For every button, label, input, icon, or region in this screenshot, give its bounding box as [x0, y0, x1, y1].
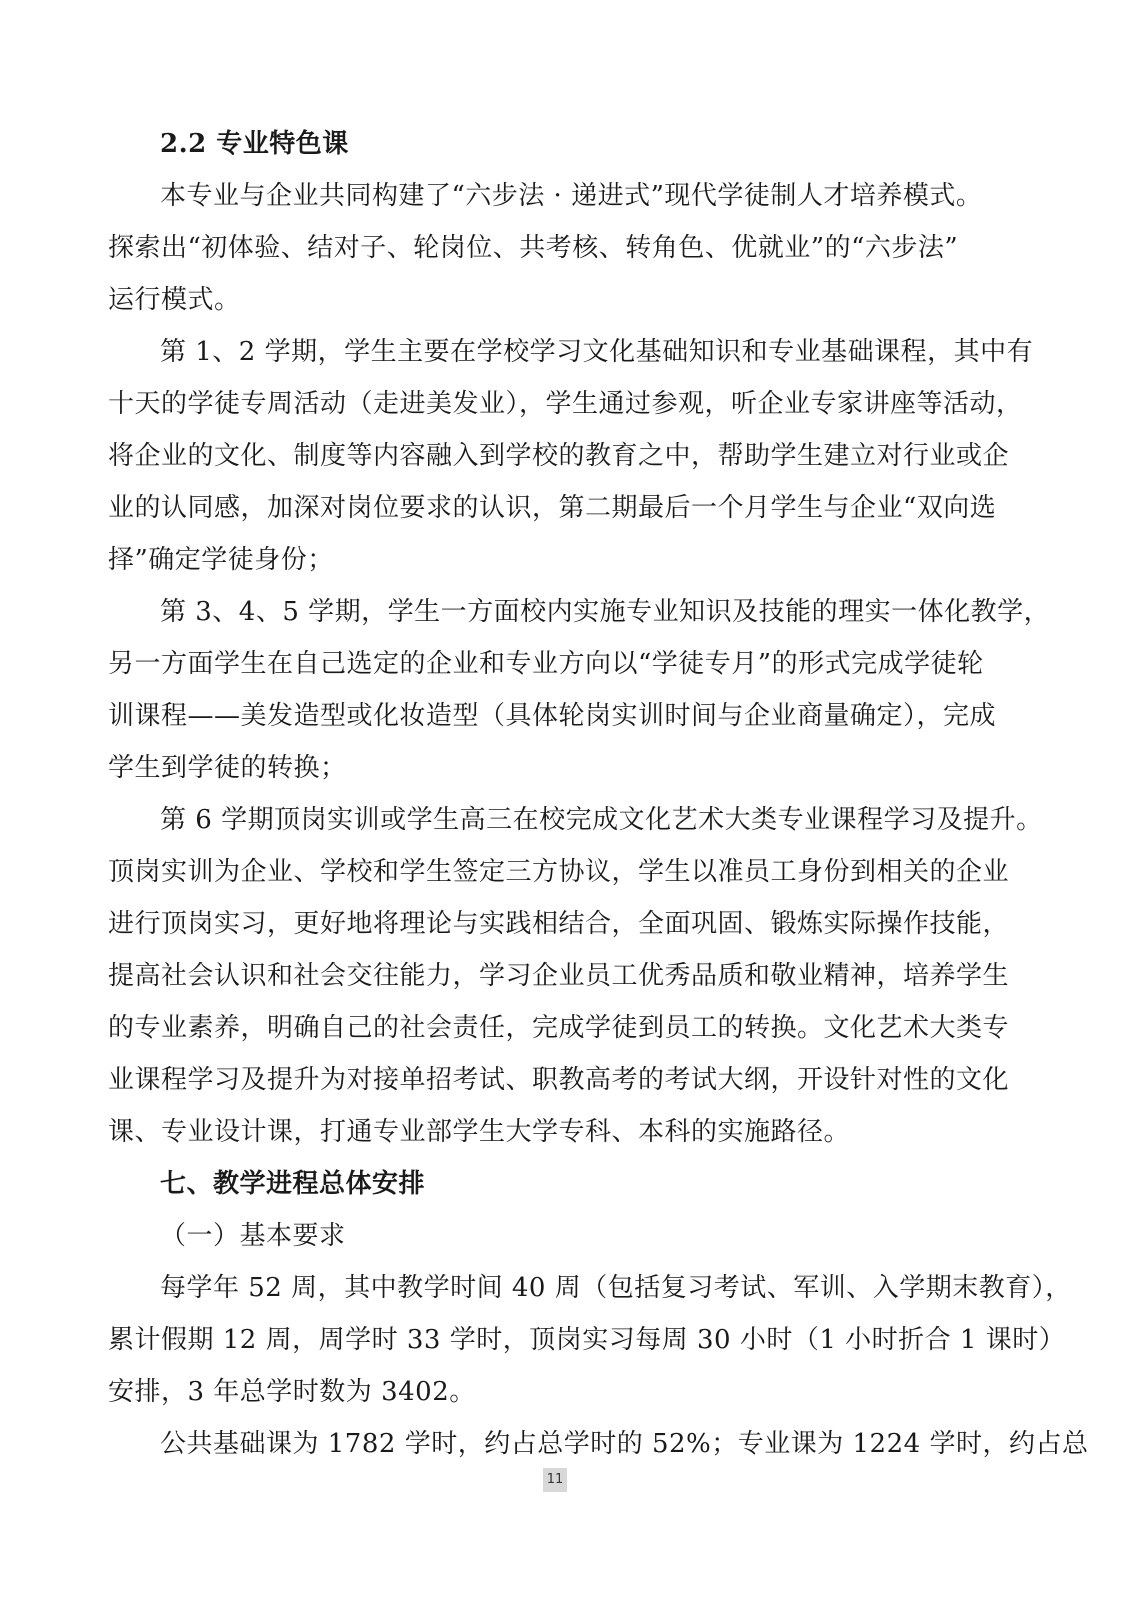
paragraph-line: 运行模式。: [108, 285, 241, 315]
paragraph-line: 顶岗实训为企业、学校和学生签定三方协议，学生以准员工身份到相关的企业: [108, 857, 1010, 887]
paragraph-line: 训课程——美发造型或化妆造型（具体轮岗实训时间与企业商量确定），完成: [108, 701, 997, 731]
paragraph-line: 公共基础课为 1782 学时，约占总学时的 52%；专业课为 1224 学时，约占总: [160, 1429, 1089, 1459]
paragraph-line: 学生到学徒的转换；: [108, 753, 347, 783]
paragraph-line: 进行顶岗实习，更好地将理论与实践相结合，全面巩固、锻炼实际操作技能，: [108, 909, 1010, 939]
paragraph-line: 业课程学习及提升为对接单招考试、职教高考的考试大纲，开设针对性的文化: [108, 1065, 1010, 1095]
document-body: [108, 118, 1089, 1470]
paragraph-line: 课、专业设计课，打通专业部学生大学专科、本科的实施路径。: [108, 1117, 851, 1147]
paragraph-line: 十天的学徒专周活动（走进美发业），学生通过参观，听企业专家讲座等活动，: [108, 389, 1023, 419]
paragraph-line: 第 1、2 学期，学生主要在学校学习文化基础知识和专业基础课程，其中有: [160, 337, 1034, 367]
paragraph-line: 每学年 52 周，其中教学时间 40 周（包括复习考试、军训、入学期末教育），: [160, 1273, 1072, 1303]
paragraph-line: 的专业素养，明确自己的社会责任，完成学徒到员工的转换。文化艺术大类专: [108, 1013, 1010, 1043]
paragraph-line: 本专业与企业共同构建了“六步法 · 递进式”现代学徒制人才培养模式。: [160, 181, 983, 211]
paragraph-line: 探索出“初体验、结对子、轮岗位、共考核、转角色、优就业”的“六步法”: [108, 233, 959, 263]
paragraph-line: 另一方面学生在自己选定的企业和专业方向以“学徒专月”的形式完成学徒轮: [108, 649, 984, 679]
paragraph-line: 提高社会认识和社会交往能力，学习企业员工优秀品质和敬业精神，培养学生: [108, 961, 1010, 991]
paragraph-line: 第 6 学期顶岗实训或学生高三在校完成文化艺术大类专业课程学习及提升。: [160, 805, 1043, 835]
paragraph-line: 择”确定学徒身份；: [108, 545, 334, 575]
section-heading-7: 七、教学进程总体安排: [160, 1169, 426, 1199]
page-number: 11: [543, 1468, 567, 1492]
subsection-heading: （一）基本要求: [160, 1221, 346, 1251]
paragraph-line: 第 3、4、5 学期，学生一方面校内实施专业知识及技能的理实一体化教学，: [160, 597, 1051, 627]
paragraph-line: 累计假期 12 周，周学时 33 学时，顶岗实习每周 30 小时（1 小时折合 1 课时）: [108, 1325, 1066, 1355]
paragraph-line: 将企业的文化、制度等内容融入到学校的教育之中，帮助学生建立对行业或企: [108, 441, 1010, 471]
section-heading-2-2: 2.2 专业特色课: [160, 129, 349, 159]
paragraph-line: 安排，3 年总学时数为 3402。: [108, 1377, 476, 1407]
paragraph-line: 业的认同感，加深对岗位要求的认识，第二期最后一个月学生与企业“双向选: [108, 493, 997, 523]
